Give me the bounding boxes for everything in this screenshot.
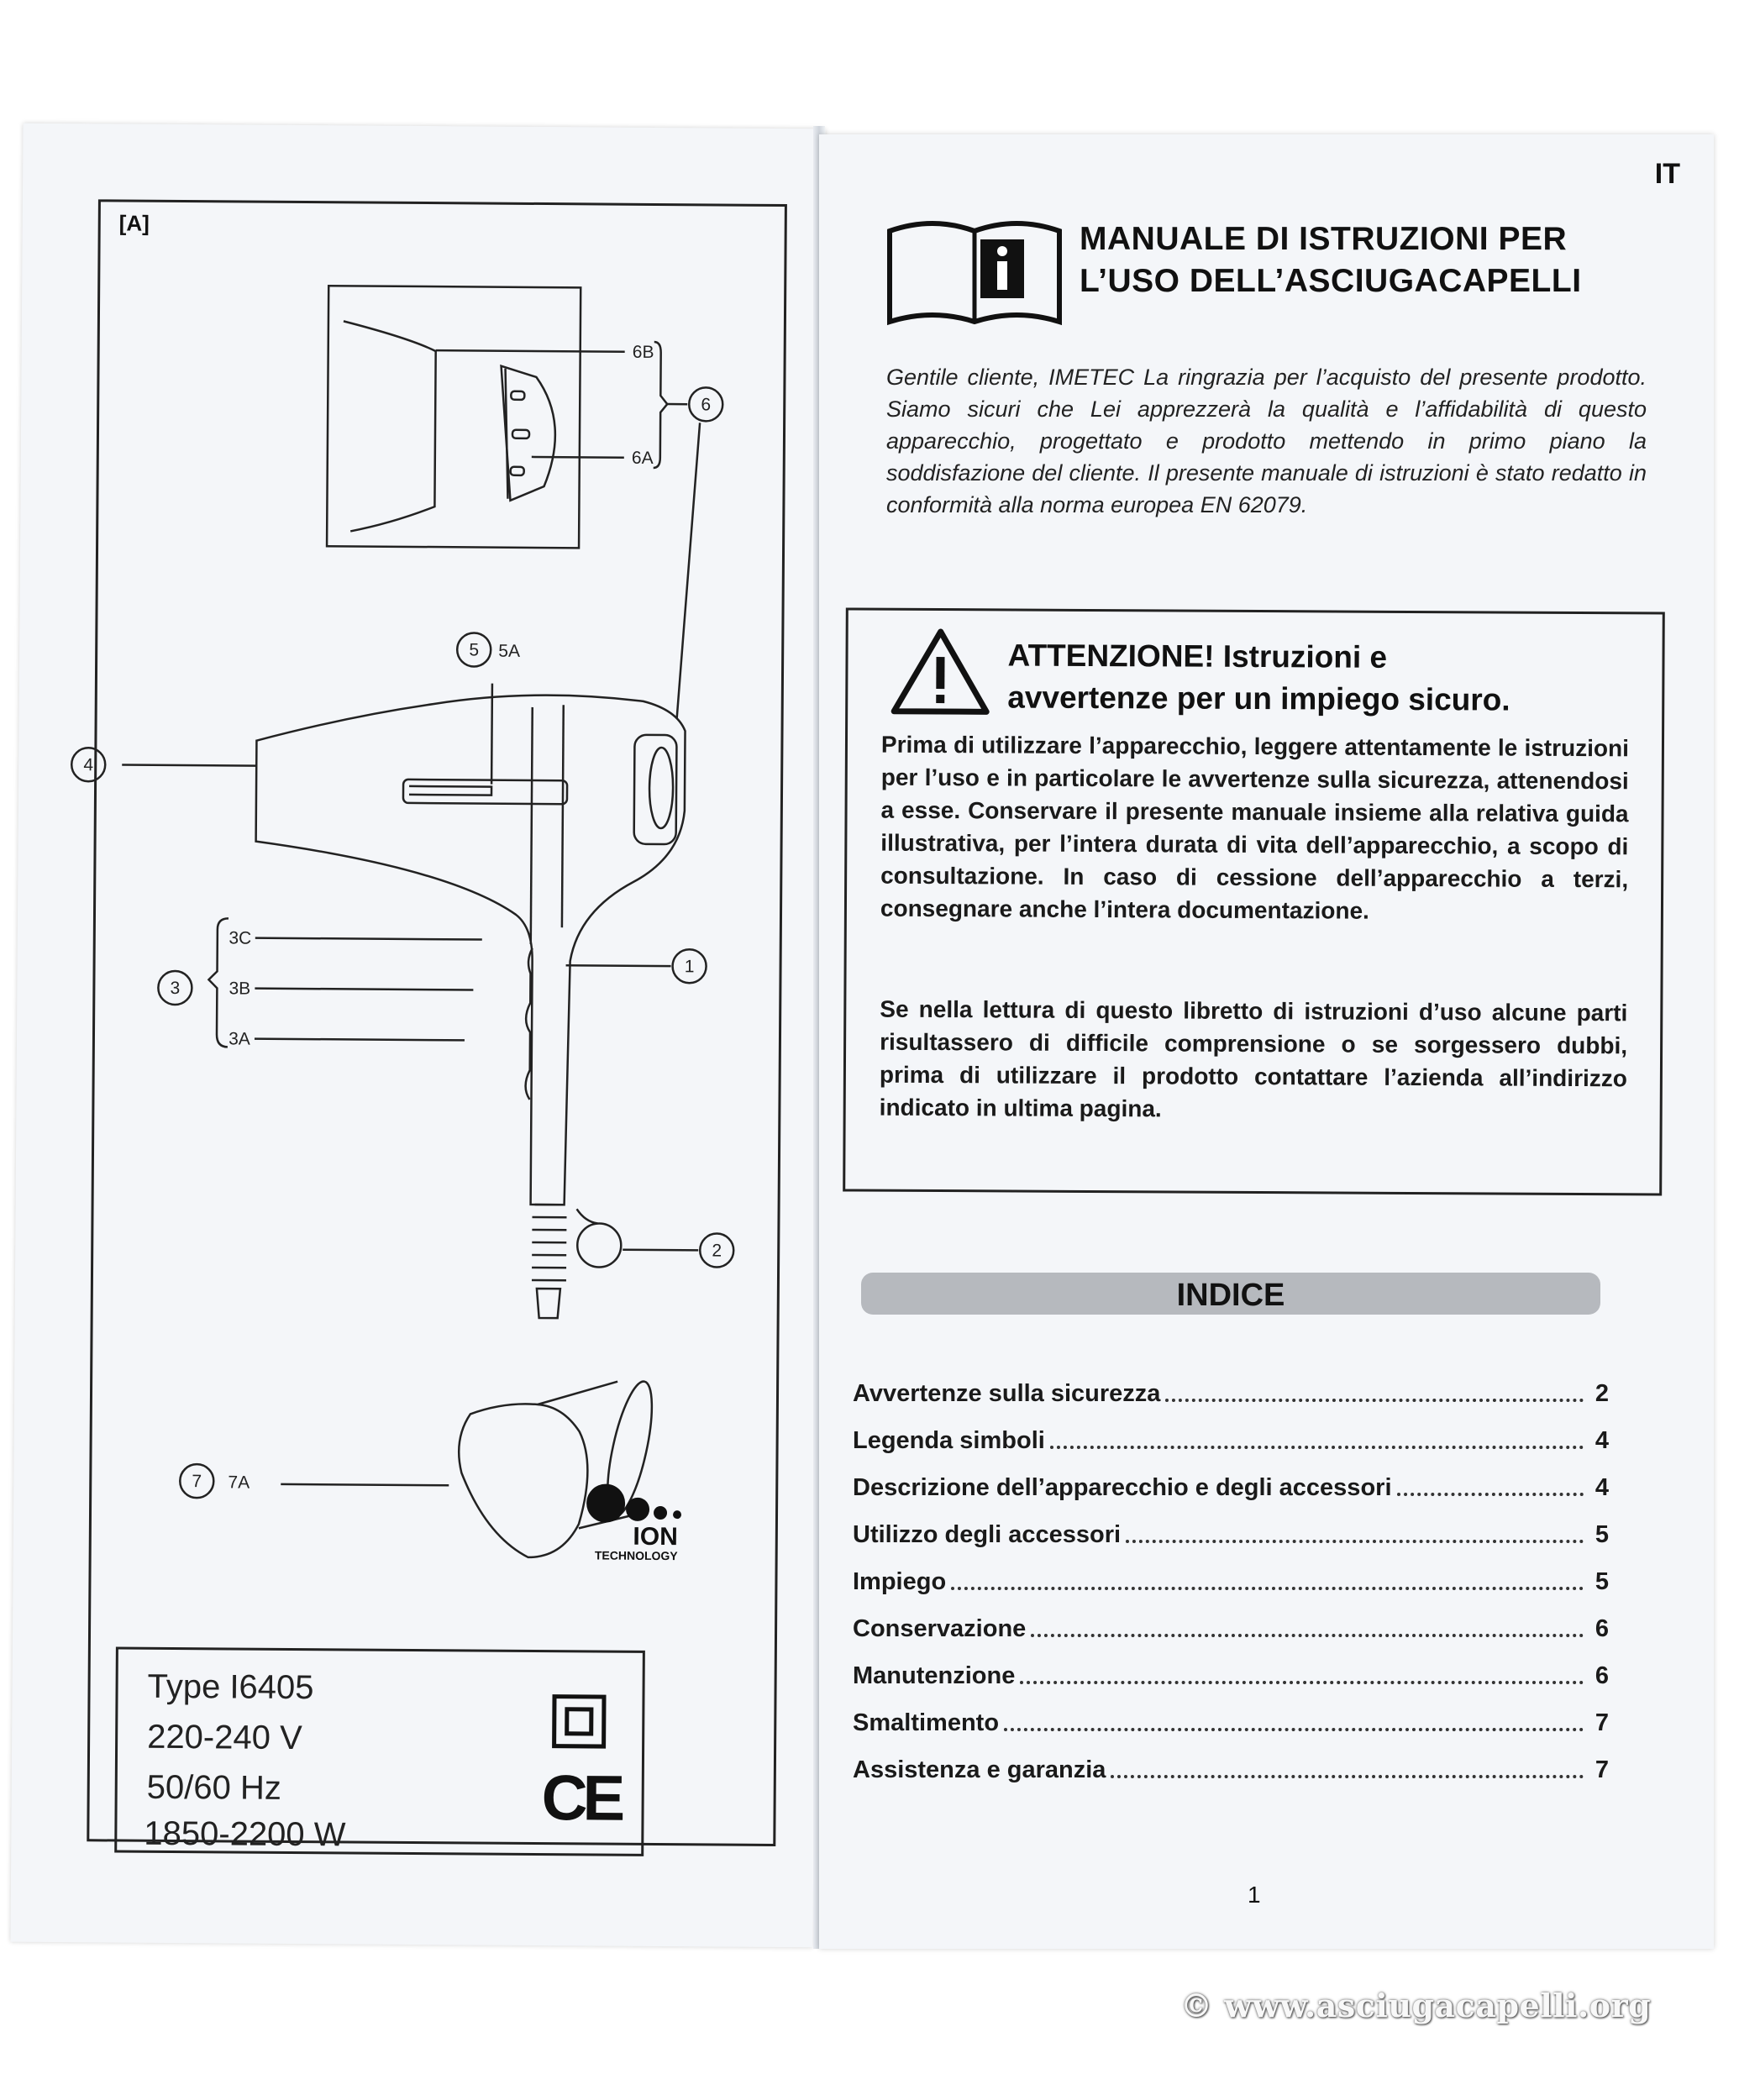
ion-word: ION <box>633 1522 678 1551</box>
right-page <box>819 134 1714 1949</box>
toc-item: Utilizzo degli accessori 5 <box>853 1521 1609 1548</box>
manual-title <box>1080 218 1582 302</box>
callout-3a: 3A <box>229 1029 250 1049</box>
double-insulation-icon <box>552 1694 606 1748</box>
illustration-frame <box>83 199 787 1854</box>
manual-title-line2: L’USO DELL’ASCIUGACAPELLI <box>1080 263 1582 299</box>
spec-power: 1850-2200 W <box>144 1814 346 1854</box>
callout-3: 3 <box>170 978 181 999</box>
figure-label: [A] <box>118 210 150 236</box>
toc-item: Avvertenze sulla sicurezza 2 <box>853 1380 1609 1407</box>
warning-paragraph-1: Prima di utilizzare l’apparecchio, leggere attentamente le istruzioni per l’uso e in particolare le avvertenze sulla sicurezza, attenendosi a esse. Conservare il presente manuale insieme alla relativa guida illustrativa, per l’intera durata di vita dell’apparecchio, a scopo di consultazione. In caso di cessione dell’apparecchio a terzi, consegnare anche l’intera documentazione. <box>880 731 1630 924</box>
manual-title-line1: MANUALE DI ISTRUZIONI PER <box>1080 221 1568 257</box>
callout-7a: 7A <box>228 1473 250 1493</box>
toc-item: Descrizione dell’apparecchio e degli accessori 4 <box>853 1474 1609 1501</box>
callout-5a: 5A <box>498 641 521 661</box>
callout-2: 2 <box>712 1241 722 1261</box>
warning-title-line1: ATTENZIONE! Istruzioni e <box>1007 638 1388 675</box>
callout-1: 1 <box>684 957 695 977</box>
warning-title <box>1007 634 1510 721</box>
callout-3c: 3C <box>229 928 252 948</box>
ce-mark-icon: CE <box>541 1762 621 1835</box>
toc-item: Manutenzione 6 <box>853 1662 1609 1689</box>
index-title: INDICE <box>1176 1278 1285 1313</box>
toc-item: Assistenza e garanzia 7 <box>853 1756 1609 1783</box>
hairdryer-diagram <box>83 202 789 1593</box>
table-of-contents <box>853 1361 1609 1784</box>
warning-triangle-icon <box>890 627 991 717</box>
page-number: 1 <box>1248 1882 1261 1908</box>
spec-frequency: 50/60 Hz <box>146 1768 282 1807</box>
info-book-icon <box>886 214 1063 323</box>
inset-box <box>327 286 581 548</box>
spec-type: Type I6405 <box>147 1667 314 1707</box>
callout-6: 6 <box>701 395 712 415</box>
ion-sub: TECHNOLOGY <box>594 1548 678 1563</box>
callout-5: 5 <box>469 640 480 660</box>
switch-slot <box>403 780 567 804</box>
callout-3b: 3B <box>229 979 251 999</box>
callout-7: 7 <box>192 1472 202 1492</box>
watermark: © www.asciugacapelli.org <box>1180 1987 1652 2024</box>
warning-box <box>843 607 1665 1195</box>
callout-6a: 6A <box>631 448 654 468</box>
callout-4: 4 <box>83 755 94 775</box>
toc-item: Impiego 5 <box>853 1568 1609 1595</box>
left-page <box>10 123 825 1948</box>
warning-title-line2: avvertenze per un impiego sicuro. <box>1007 680 1510 717</box>
callout-6b: 6B <box>632 342 654 362</box>
language-code: IT <box>1654 158 1680 190</box>
warning-paragraph-2: Se nella lettura di questo libretto di istruzioni d’uso alcune parti risultassero di difficile comprensione o se sorgessero dubbi, prima di utilizzare il prodotto contattare l’azienda all’indirizzo indicato in ultima pagina. <box>879 995 1628 1122</box>
toc-item: Legenda simboli 4 <box>853 1427 1609 1454</box>
intro-text: Gentile cliente, IMETEC La ringrazia per l’acquisto del presente prodotto. Siamo sicuri che Lei apprezzerà la qualità e l’affidabilità di questo apparecchio, progettato e prodotto mettendo in primo piano la soddisfazione del cliente. Il presente manuale di istruzioni è stato redatto in conformità alla norma europea EN 62079. <box>886 365 1647 517</box>
spec-voltage: 220-240 V <box>147 1718 302 1757</box>
toc-item: Conservazione 6 <box>853 1615 1609 1642</box>
toc-item: Smaltimento 7 <box>853 1709 1609 1736</box>
index-header <box>861 1273 1600 1315</box>
